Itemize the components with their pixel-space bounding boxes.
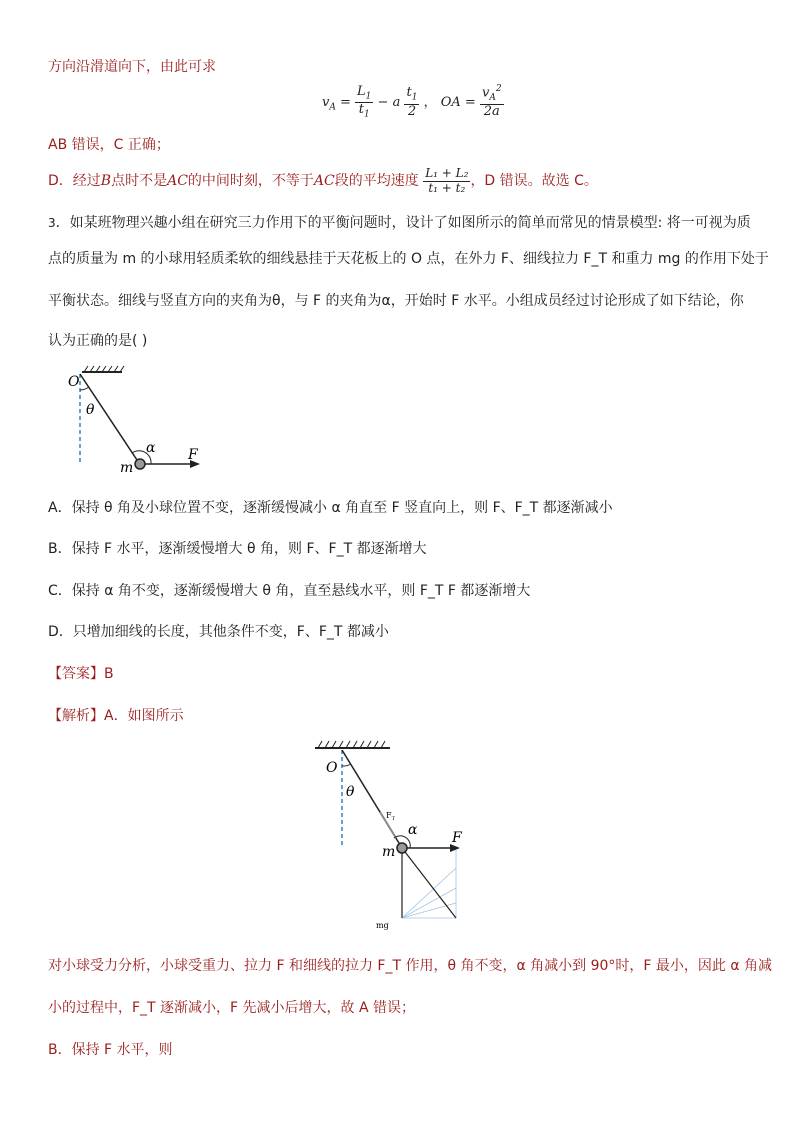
equation-va-oa: $v_A$ = $\frac{L_1}{t_1}$ − a $\frac{t_1}{2}$ ， OA = $\frac{v_A^2}{2a}$	[322, 83, 502, 120]
ceiling-hatch	[318, 741, 385, 748]
pendulum-figure	[60, 364, 220, 476]
label-mg: mg	[376, 921, 389, 930]
option-d: D．只增加细线的长度，其他条件不变，F、F_T 都减小	[48, 624, 389, 640]
label-alpha: α	[408, 822, 418, 838]
ball	[397, 843, 407, 853]
label-alpha: α	[146, 440, 156, 456]
option-b-explanation: B．保持 F 水平，则	[48, 1042, 173, 1058]
answer-value: B	[104, 666, 114, 682]
label-m: m	[120, 460, 134, 476]
explanation-line-2: 小的过程中，F_T 逐渐减小，F 先减小后增大，故 A 错误；	[48, 1000, 416, 1016]
question-line-2: 点的质量为 m 的小球用轻质柔软的细线悬挂于天花板上的 O 点，在外力 F、细线拉力 F_T 和重力 mg 的作用下处于	[48, 251, 769, 267]
diagonal-line	[402, 848, 456, 918]
answer-line	[48, 663, 114, 683]
ball	[135, 459, 145, 469]
label-theta: θ	[86, 402, 95, 418]
theta-arc	[342, 764, 351, 766]
label-f: F	[452, 830, 462, 846]
label-o: O	[68, 374, 80, 390]
label-m: m	[382, 844, 396, 860]
question-line-4: 认为正确的是( )	[48, 333, 148, 349]
question-line-1: 3．如某班物理兴趣小组在研究三力作用下的平衡问题时，设计了如图所示的简单而常见的情景模型: 将一可视为质	[48, 215, 751, 231]
answer-tag: 【答案】	[48, 666, 104, 682]
option-a: A．保持 θ 角及小球位置不变，逐渐缓慢减小 α 角直至 F 竖直向上，则 F、F_T 都逐渐减小	[48, 500, 613, 516]
ab-wrong-line: AB 错误，C 正确；	[48, 137, 170, 153]
question-line-3: 平衡状态。细线与竖直方向的夹角为θ，与 F 的夹角为α，开始时 F 水平。小组成员经过讨论形成了如下结论，你	[48, 293, 744, 309]
label-f: F	[188, 447, 198, 463]
force-analysis-figure	[310, 738, 480, 934]
label-ft: $F_T$	[386, 811, 395, 822]
analysis-tag: 【解析】	[48, 708, 104, 724]
option-c: C．保持 α 角不变，逐渐缓慢增大 θ 角，直至悬线水平，则 F_T F 都逐渐增大	[48, 583, 531, 599]
label-o: O	[326, 760, 338, 776]
intro-line: 方向沿滑道向下，由此可求	[48, 59, 216, 75]
label-theta: θ	[346, 784, 355, 800]
option-b: B．保持 F 水平，逐渐缓慢增大 θ 角，则 F、F_T 都逐渐增大	[48, 541, 427, 557]
d-explanation-line: D．经过B点时不是AC的中间时刻，不等于AC段的平均速度 $\frac{\text{L₁ + L₂}}{\text{t₁ + t₂}}$ ，D 错误。故选 C。	[48, 166, 598, 195]
explanation-line-1: 对小球受力分析，小球受重力、拉力 F 和细线的拉力 F_T 作用，θ 角不变，α 角减小到 90°时，F 最小，因此 α 角减	[48, 958, 773, 974]
analysis-a: A．如图所示	[104, 708, 184, 724]
theta-arc	[80, 387, 89, 390]
analysis-line	[48, 705, 184, 725]
